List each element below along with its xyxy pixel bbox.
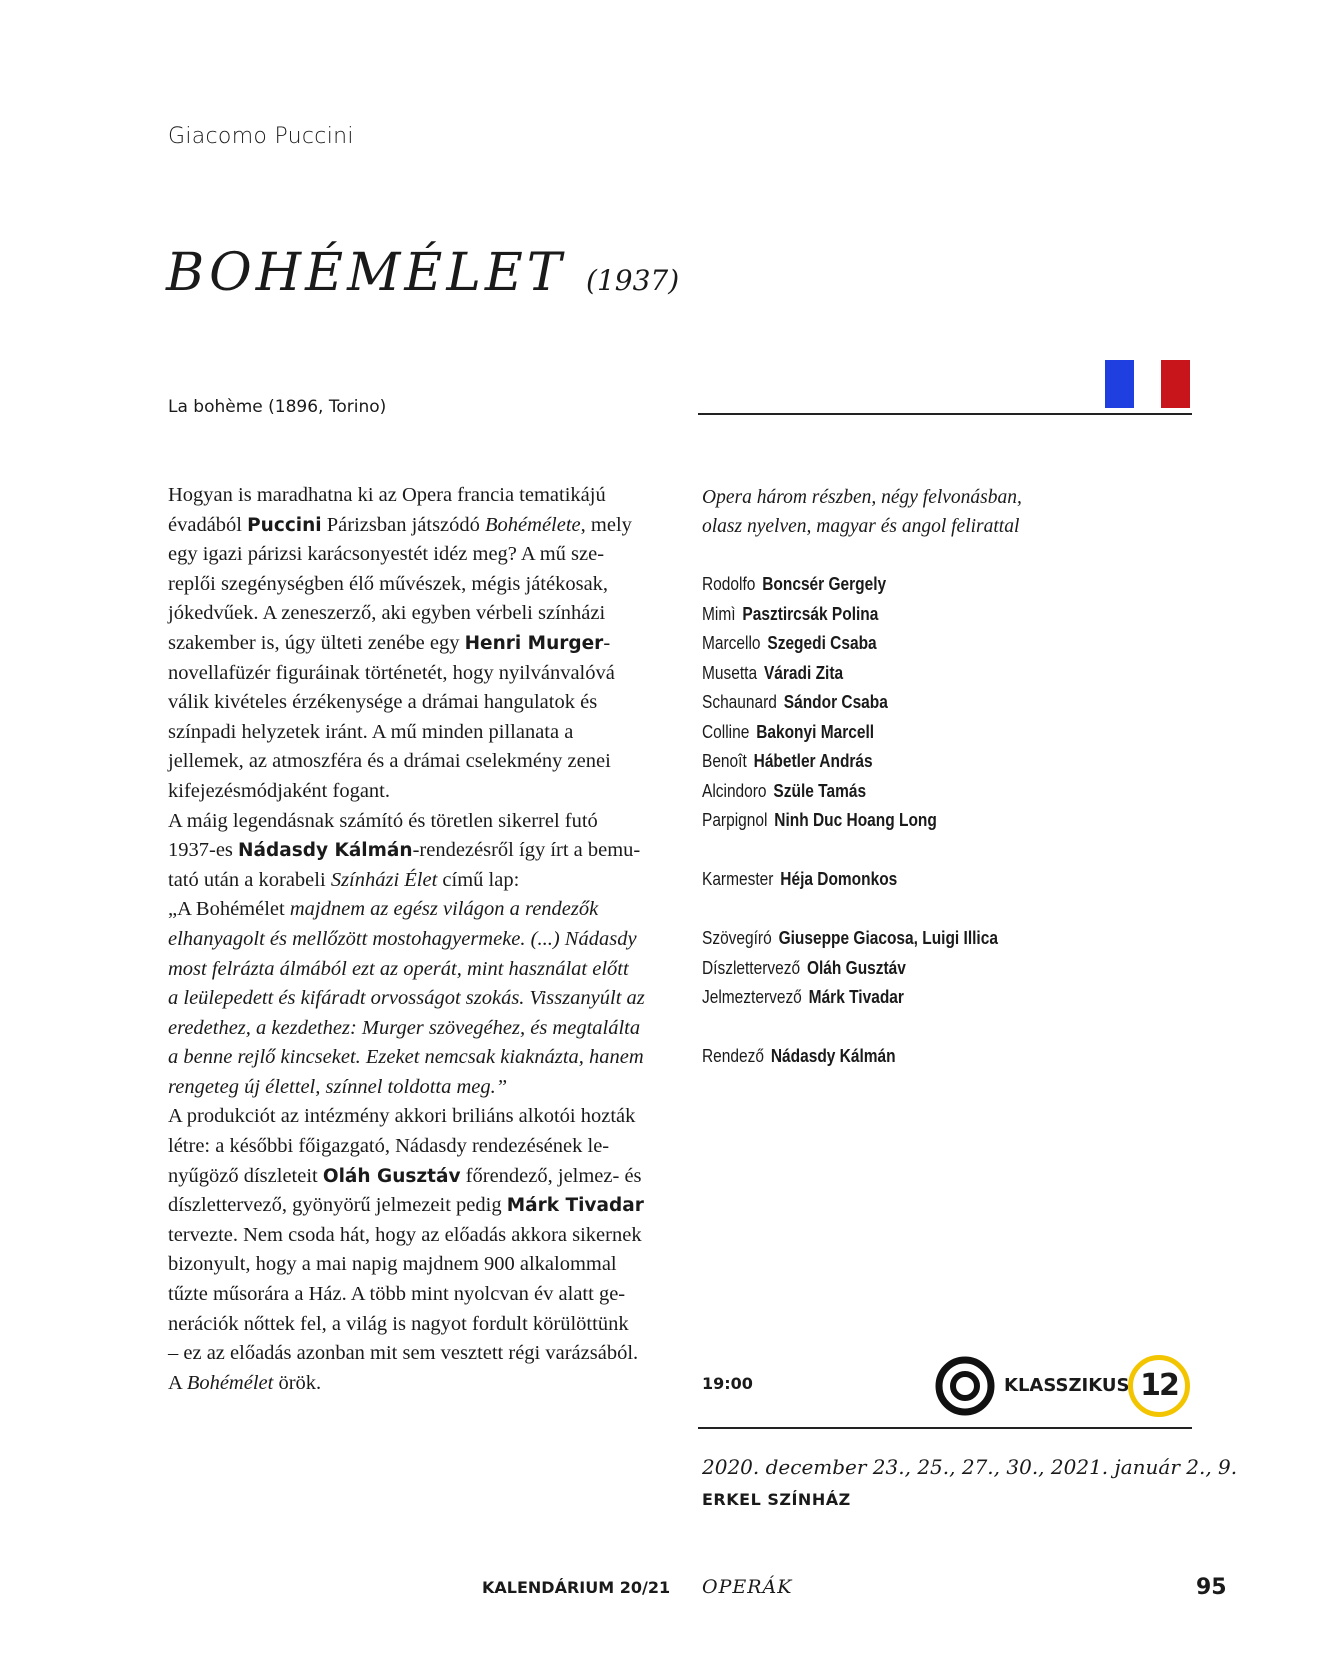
article-body xyxy=(168,481,658,1398)
body-line: színpadi helyzetek iránt. A mű minden pillanata a xyxy=(168,720,574,743)
creator-row: Díszlettervező Oláh Gusztáv xyxy=(702,957,906,978)
cast-list xyxy=(702,570,1046,1072)
body-line: bizonyult, hogy a mai napig majdnem 900 alkalommal xyxy=(168,1253,617,1276)
cast-row: Parpignol Ninh Duc Hoang Long xyxy=(702,810,937,830)
body-line: létre: a későbbi főigazgató, Nádasdy rendezésének le- xyxy=(168,1135,610,1158)
composer-name: Giacomo Puccini xyxy=(168,124,354,149)
bold-name: Puccini xyxy=(247,514,322,536)
creator-row: Szövegíró Giuseppe Giacosa, Luigi Illica xyxy=(702,928,998,948)
body-line: replői szegénységben élő művészek, mégis játékosak, xyxy=(168,572,609,595)
venue-name: ERKEL SZÍNHÁZ xyxy=(702,1490,851,1509)
original-title: La bohème (1896, Torino) xyxy=(168,397,387,417)
quote-line: rengeteg új élettel, színnel toldotta meg.” xyxy=(168,1075,508,1098)
footer-section: OPERÁK xyxy=(702,1576,793,1598)
category-label: KLASSZIKUS xyxy=(1004,1375,1130,1396)
performance-time: 19:00 xyxy=(702,1374,753,1393)
age-rating-badge: 12 xyxy=(1128,1355,1190,1417)
body-line: jókedvűek. A zeneszerző, aki egyben vérbeli színházi xyxy=(168,602,606,625)
cast-row: Mimì Pasztircsák Polina xyxy=(702,603,879,624)
creator-row: Jelmeztervező Márk Tivadar xyxy=(702,987,904,1007)
body-line: nyűgöző díszleteit Oláh Gusztáv főrendező, jelmez- és xyxy=(168,1164,642,1187)
cast-row: Rodolfo Boncsér Gergely xyxy=(702,574,887,594)
body-line: A máig legendásnak számító és töretlen sikerrel futó xyxy=(168,809,598,832)
divider-top xyxy=(698,413,1192,415)
flag-red-stripe xyxy=(1161,360,1190,408)
page-number: 95 xyxy=(1196,1575,1227,1600)
quote-line: a benne rejlő kincseket. Ezeket nemcsak kiaknázta, hanem xyxy=(168,1046,644,1069)
cast-row: Alcindoro Szüle Tamás xyxy=(702,780,867,801)
flag-blue-stripe xyxy=(1105,360,1134,408)
target-icon xyxy=(934,1355,996,1417)
cast-row: Schaunard Sándor Csaba xyxy=(702,692,888,712)
body-line: tervezte. Nem csoda hát, hogy az előadás akkora sikernek xyxy=(168,1223,642,1246)
body-line: A Bohémélet örök. xyxy=(168,1371,322,1394)
body-line: kifejezésmódjaként fogant. xyxy=(168,779,390,802)
divider-bottom xyxy=(698,1427,1192,1429)
cast-row: Musetta Váradi Zita xyxy=(702,662,844,683)
title-year: (1937) xyxy=(586,264,680,297)
quote-line: a leülepedett és kifáradt orvosságot szokás. Visszanyúlt az xyxy=(168,987,645,1010)
body-line: A produkciót az intézmény akkori briliáns alkotói hozták xyxy=(168,1105,636,1128)
bold-name: Henri Murger xyxy=(464,632,604,654)
quote-line: elhanyagolt és mellőzött mostohagyermeke. (...) Nádasdy xyxy=(168,927,637,950)
director-row: Rendező Nádasdy Kálmán xyxy=(702,1046,896,1066)
body-line: évadából Puccini Párizsban játszódó Bohémélete, mely xyxy=(168,513,632,536)
bold-name: Nádasdy Kálmán xyxy=(238,840,413,862)
body-line: Hogyan is maradhatna ki az Opera francia tematikájú xyxy=(168,484,606,506)
body-line: nerációk nőttek fel, a világ is nagyot fordult körülöttünk xyxy=(168,1312,629,1335)
body-line: jellemek, az atmoszféra és a drámai cselekmény zenei xyxy=(168,750,611,773)
cast-row: Colline Bakonyi Marcell xyxy=(702,721,875,742)
quote-line: most felrázta álmából ezt az operát, mint használat előtt xyxy=(168,957,629,980)
cast-row: Marcello Szegedi Csaba xyxy=(702,633,877,653)
quote-line: eredethez, a kezdethez: Murger szövegéhez, és megtalálta xyxy=(168,1016,641,1039)
body-line: tűzte műsorára a Ház. A több mint nyolcvan év alatt ge- xyxy=(168,1283,626,1306)
bold-name: Oláh Gusztáv xyxy=(322,1165,461,1187)
body-line: novellafüzér figuráinak történetét, hogy nyilvánvalóvá xyxy=(168,661,615,684)
body-line: – ez az előadás azonban mit sem vesztett régi varázsából. xyxy=(168,1342,639,1365)
opera-title xyxy=(166,243,679,303)
title-text: BOHÉMÉLET xyxy=(166,243,566,303)
body-line: 1937-es Nádasdy Kálmán-rendezésről így írt a bemu- xyxy=(168,839,641,862)
performance-dates: 2020. december 23., 25., 27., 30., 2021. január 2., 9. xyxy=(702,1455,1238,1479)
conductor-row: Karmester Héja Domonkos xyxy=(702,869,898,889)
cast-row: Benoît Hábetler András xyxy=(702,751,873,771)
body-line: válik kivételes érzékenysége a drámai hangulatok és xyxy=(168,691,598,714)
body-line: tató után a korabeli Színházi Élet című lap: xyxy=(168,868,520,891)
body-line: díszlettervező, gyönyörű jelmezeit pedig Márk Tivadar xyxy=(168,1194,644,1217)
quote-line: „A Bohémélet majdnem az egész világon a rendezők xyxy=(168,898,599,921)
body-line: szakember is, úgy ülteti zenébe egy Henri Murger- xyxy=(168,631,611,654)
footer-publication: KALENDÁRIUM 20/21 xyxy=(482,1578,671,1597)
bold-name: Márk Tivadar xyxy=(506,1195,644,1217)
body-line: egy igazi párizsi karácsonyestét idéz meg? A mű sze- xyxy=(168,543,605,566)
opera-subtitle: Opera három részben, négy felvonásban, olasz nyelven, magyar és angol felirattal xyxy=(702,487,1022,537)
